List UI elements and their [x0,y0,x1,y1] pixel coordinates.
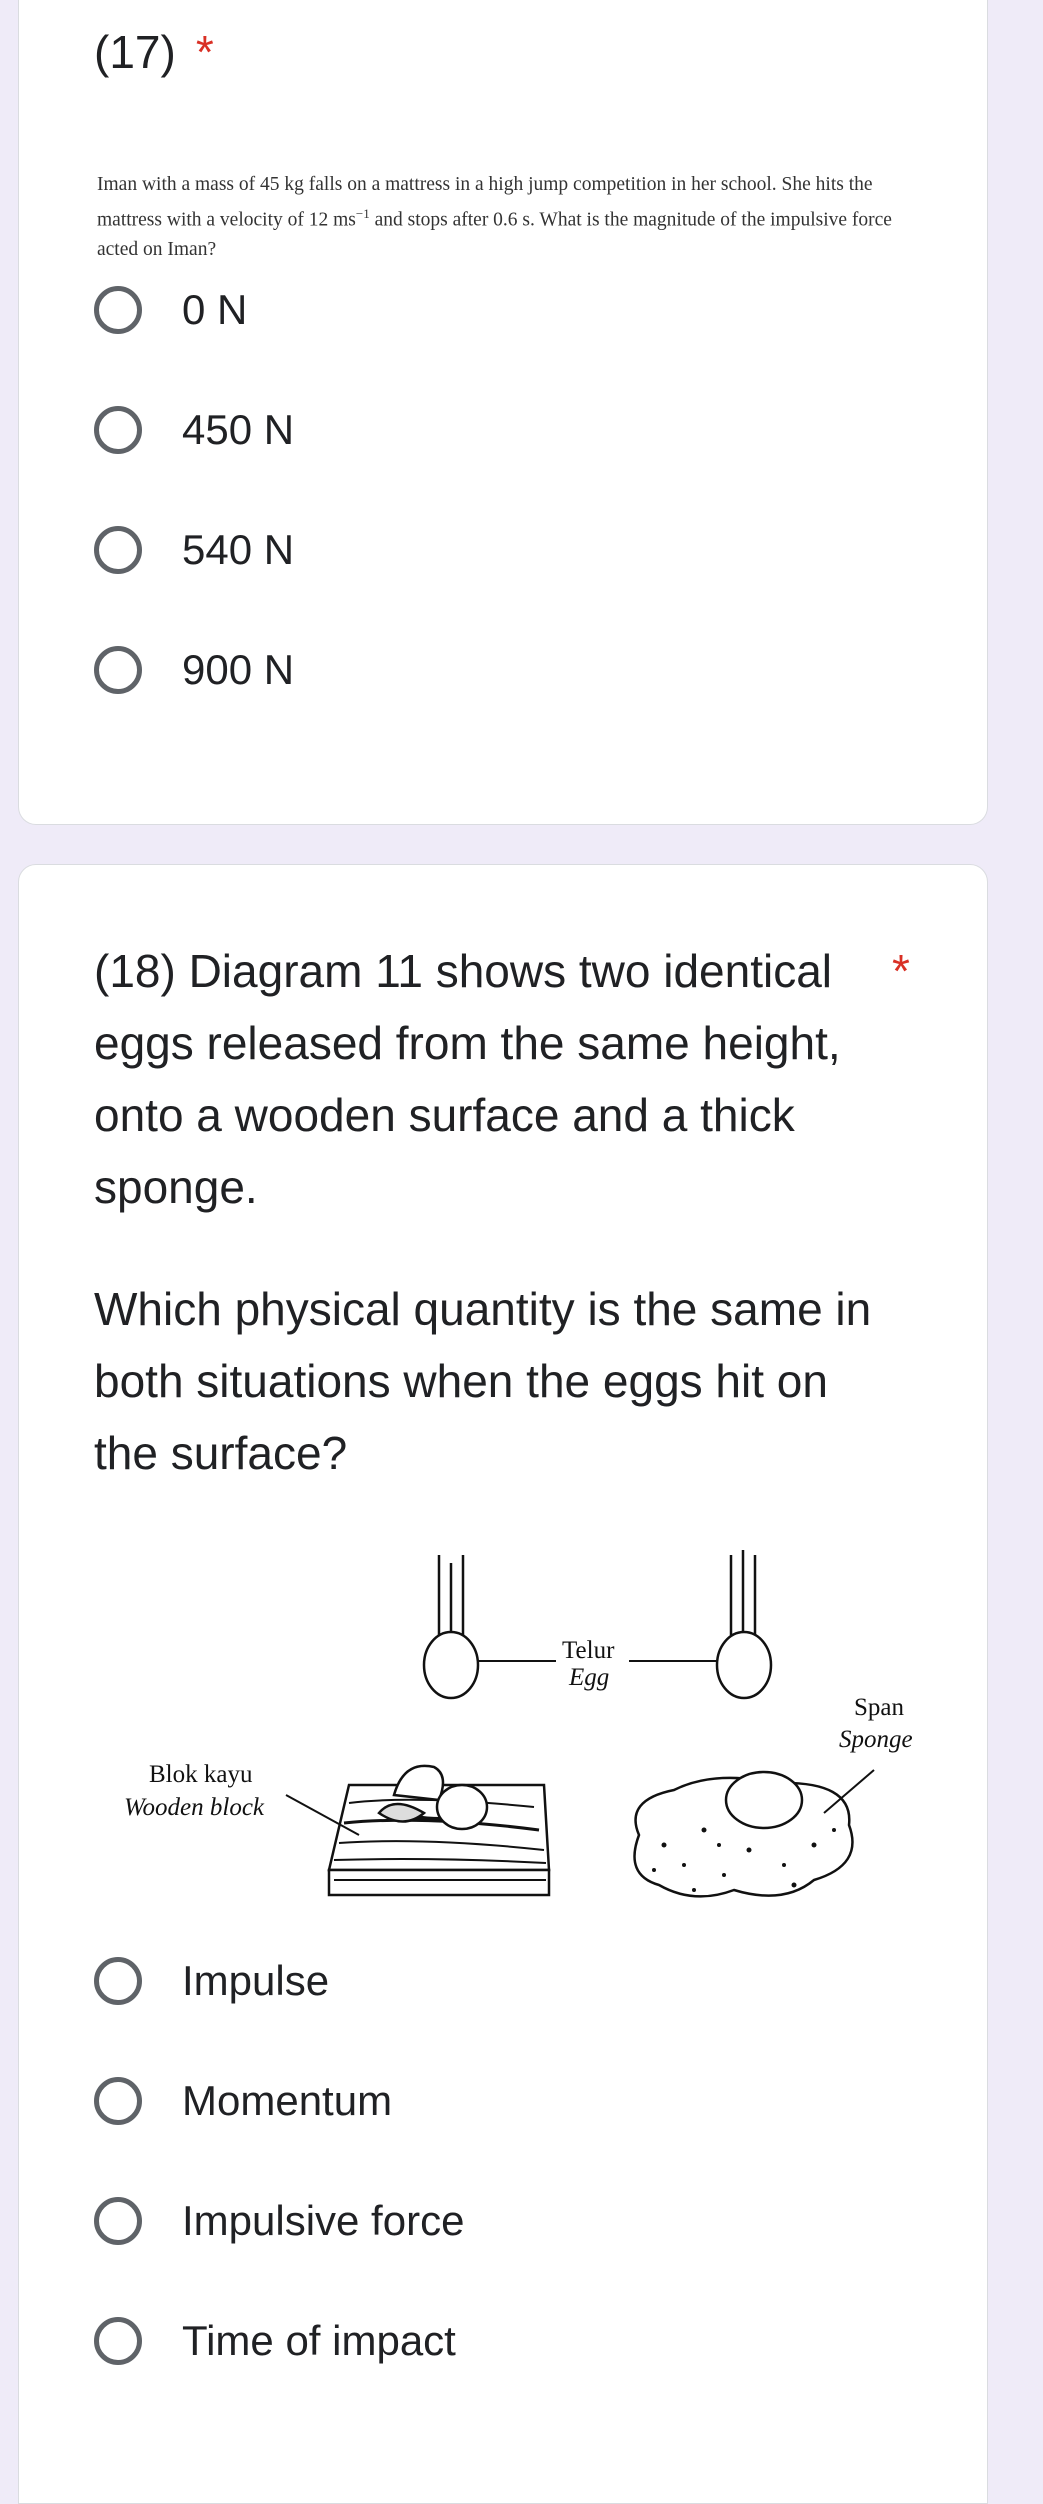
radio-button[interactable] [94,1957,142,2005]
option-label: 0 N [182,286,248,333]
sponge-with-egg [635,1772,853,1896]
radio-button[interactable] [94,2197,142,2245]
option-label: 540 N [182,526,295,573]
question-title [94,25,214,79]
option-0n[interactable] [94,280,247,340]
option-momentum[interactable] [94,2071,392,2131]
option-450n[interactable] [94,400,294,460]
radio-button[interactable] [94,2077,142,2125]
falling-egg-right [717,1550,771,1698]
question-card-18 [18,864,988,2504]
option-label: Time of impact [182,2317,456,2364]
option-impulse[interactable] [94,1951,329,2011]
wooden-block-label-english: Wooden block [124,1794,265,1821]
question-card-17 [18,0,988,825]
radio-button[interactable] [94,2317,142,2365]
question-subtext: Which physical quantity is the same in both situations when the eggs hit on the surface? [94,1283,872,1479]
egg-drop-diagram [94,1545,954,1915]
option-impulsive-force[interactable] [94,2191,464,2251]
option-label: Impulse [182,1957,330,2004]
radio-button[interactable] [94,406,142,454]
question-number: (17) [94,26,176,78]
radio-button[interactable] [94,646,142,694]
egg-label-english: Egg [569,1664,610,1691]
required-asterisk: * [892,945,910,997]
option-time-of-impact[interactable] [94,2311,456,2371]
option-label: 450 N [182,406,295,453]
radio-button[interactable] [94,526,142,574]
question-body: Iman with a mass of 45 kg falls on a mattress in a high jump competition in her school. She hits the mattress with a velocity of 12 $ms^{-1}$ and stops after 0.6 s. What is the magnitude of the impulsive force acted on Iman? [97,174,892,260]
wooden-block-with-broken-egg [329,1766,549,1895]
egg-label-malay: Telur [562,1637,615,1664]
option-900n[interactable] [94,640,294,700]
question-title: (18) Diagram 11 shows two identical eggs released from the same height, onto a wooden surface and a thick sponge. [94,945,841,1213]
option-label: 900 N [182,646,295,693]
wooden-block-label-malay: Blok kayu [149,1761,253,1788]
required-asterisk: * [195,26,214,78]
sponge-label-english: Sponge [839,1726,913,1753]
option-540n[interactable] [94,520,294,580]
radio-button[interactable] [94,286,142,334]
falling-egg-left [424,1555,478,1698]
sponge-label-malay: Span [854,1694,904,1721]
option-label: Impulsive force [182,2197,465,2244]
option-label: Momentum [182,2077,393,2124]
